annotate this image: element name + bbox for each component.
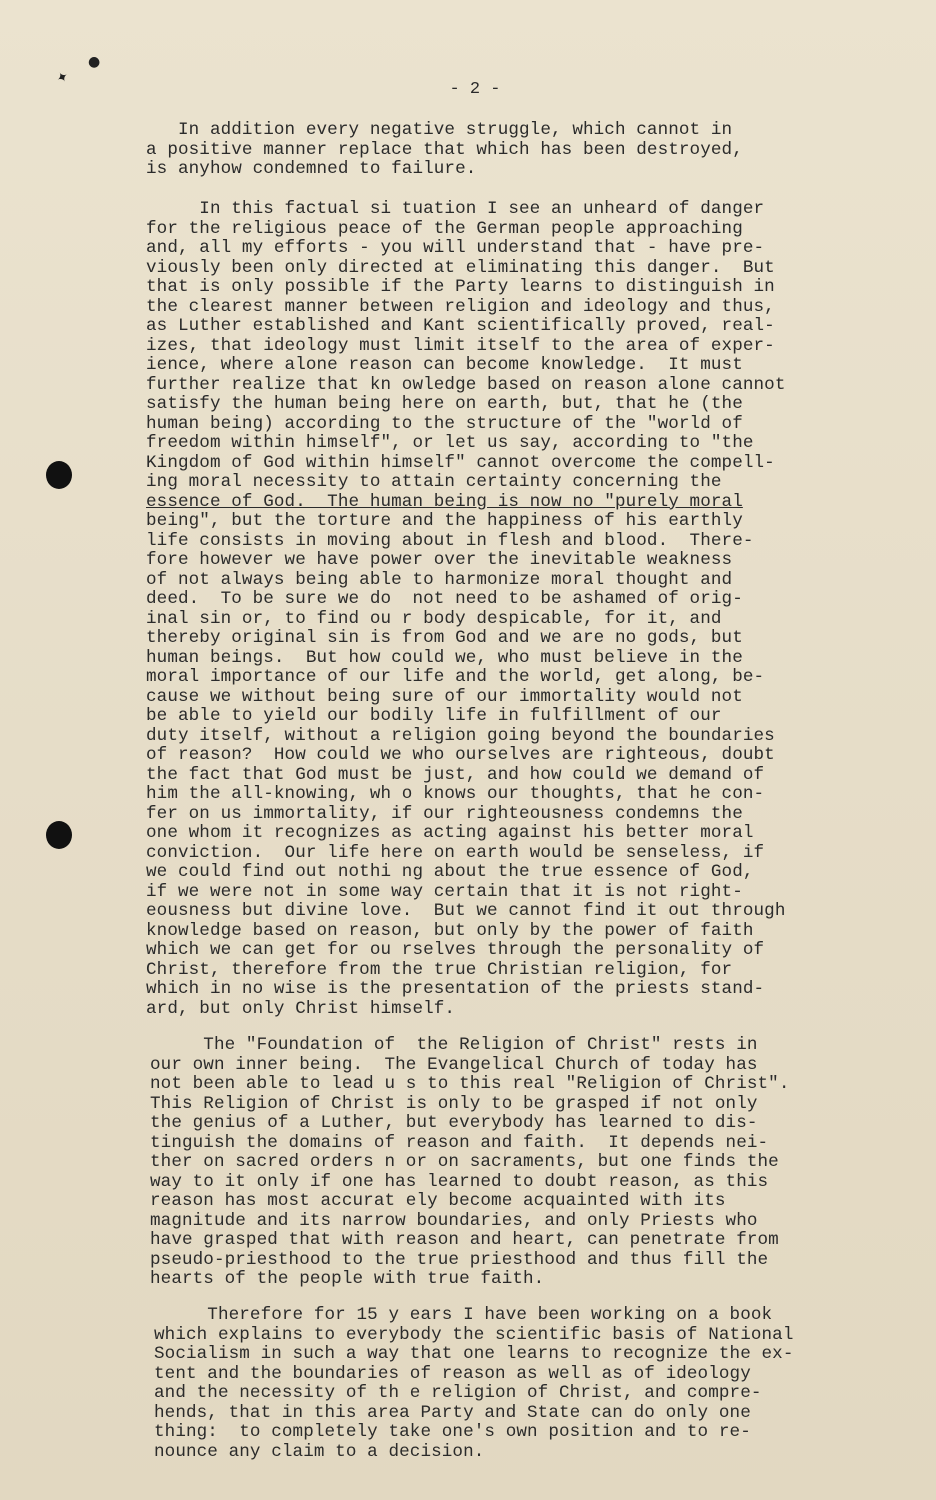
text-line: nounce any claim to a decision. <box>154 1441 485 1462</box>
text-line: In addition every negative struggle, which cannot in <box>146 120 733 140</box>
text-line: Therefore for 15 y ears I have been working on a book <box>154 1305 773 1325</box>
text-line: duty itself, without a religion going beyond the boundaries <box>146 725 775 746</box>
text-line: Christ, therefore from the true Christian religion, for <box>146 959 733 980</box>
text-line: eousness but divine love. But we cannot find it out through <box>146 901 786 921</box>
text-line: which in no wise is the presentation of the priests stand- <box>146 979 765 999</box>
text-line: deed. To be sure we do not need to be ashamed of orig- <box>146 589 743 609</box>
text-line: hends, that in this area Party and State can do only one <box>154 1402 751 1423</box>
text-line: Socialism in such a way that one learns to recognize the ex- <box>154 1344 794 1364</box>
text-line: fer on us immortality, if our righteousness condemns the <box>146 803 743 824</box>
text-line: one whom it recognizes as acting against his better moral <box>146 823 754 843</box>
text-line: and the necessity of th e religion of Christ, and compre- <box>154 1383 762 1403</box>
text-line: izes, that ideology must limit itself to the area of exper- <box>146 335 775 356</box>
text-line: have grasped that with reason and heart, can penetrate from <box>150 1230 779 1250</box>
text-line: the genius of a Luther, but everybody has learned to dis- <box>150 1113 758 1133</box>
text-line: human beings. But how could we, who must believe in the <box>146 647 743 668</box>
ink-mark: ✦ <box>53 68 72 88</box>
text-line: reason has most accurat ely become acquainted with its <box>150 1191 726 1211</box>
text-line: not been able to lead u s to this real "Religion of Christ". <box>150 1074 790 1094</box>
ink-dot: ● <box>88 54 101 70</box>
text-line: ience, where alone reason can become knowledge. It must <box>146 355 743 375</box>
text-line: ther on sacred orders n or on sacraments, but one finds the <box>150 1152 779 1172</box>
text-line: our own inner being. The Evangelical Church of today has <box>150 1054 758 1075</box>
text-line: tent and the boundaries of reason as well as of ideology <box>154 1363 751 1384</box>
text-line: tinguish the domains of reason and faith. It depends nei- <box>150 1132 769 1153</box>
text-line: way to it only if one has learned to doubt reason, as this <box>150 1171 769 1192</box>
text-line: of reason? How could we who ourselves are righteous, doubt <box>146 745 775 765</box>
text-line: that is only possible if the Party learns to distinguish in <box>146 277 775 297</box>
text-line: the clearest manner between religion and ideology and thus, <box>146 296 775 317</box>
text-line: satisfy the human being here on earth, but, that he (the <box>146 394 743 414</box>
paragraph-2 <box>146 200 846 1019</box>
text-line: knowledge based on reason, but only by the power of faith <box>146 920 754 941</box>
text-line-underlined: essence of God. The human being is now no "purely moral <box>146 491 743 512</box>
text-line: This Religion of Christ is only to be grasped if not only <box>150 1093 758 1114</box>
page-number: - 2 - <box>449 80 501 99</box>
punch-hole-lower <box>46 821 72 849</box>
text-line: as Luther established and Kant scientifically proved, real- <box>146 316 775 336</box>
punch-hole-upper <box>46 461 72 489</box>
text-line: him the all-knowing, wh o knows our thoughts, that he con- <box>146 784 765 804</box>
paragraph-4 <box>154 1306 854 1462</box>
text-line: life consists in moving about in flesh and blood. There- <box>146 530 754 551</box>
text-line: ing moral necessity to attain certainty concerning the <box>146 472 722 492</box>
text-line: thereby original sin is from God and we are no gods, but <box>146 628 743 648</box>
text-line: we could find out nothi ng about the true essence of God, <box>146 862 754 882</box>
text-line: Kingdom of God within himself" cannot overcome the compell- <box>146 452 775 473</box>
text-line: of not always being able to harmonize moral thought and <box>146 569 733 590</box>
text-line: viously been only directed at eliminating this danger. But <box>146 257 775 278</box>
text-line: for the religious peace of the German people approaching <box>146 218 743 239</box>
text-line: being", but the torture and the happiness of his earthly <box>146 511 743 531</box>
text-line: hearts of the people with true faith. <box>150 1269 545 1289</box>
text-line: ard, but only Christ himself. <box>146 998 456 1019</box>
text-line: pseudo-priesthood to the true priesthood and thus fill the <box>150 1249 769 1270</box>
text-line: moral importance of our life and the world, get along, be- <box>146 667 765 687</box>
text-line: thing: to completely take one's own position and to re- <box>154 1422 751 1442</box>
text-line: In this factual si tuation I see an unheard of danger <box>146 199 765 219</box>
text-line: a positive manner replace that which has been destroyed, <box>146 139 743 160</box>
text-line: if we were not in some way certain that it is not right- <box>146 881 743 902</box>
text-line: cause we without being sure of our immortality would not <box>146 686 743 707</box>
text-line: fore however we have power over the inevitable weakness <box>146 550 733 570</box>
text-line: conviction. Our life here on earth would be senseless, if <box>146 842 765 863</box>
text-line: which explains to everybody the scientific basis of National <box>154 1324 794 1345</box>
text-line: inal sin or, to find ou r body despicable, for it, and <box>146 608 722 629</box>
text-line: which we can get for ou rselves through the personality of <box>146 940 765 960</box>
text-line: be able to yield our bodily life in fulfillment of our <box>146 706 722 726</box>
text-line: is anyhow condemned to failure. <box>146 159 477 179</box>
paragraph-3 <box>150 1036 850 1290</box>
text-line: freedom within himself", or let us say, according to "the <box>146 433 754 453</box>
text-line: The "Foundation of the Religion of Christ" rests in <box>150 1035 758 1055</box>
text-line: magnitude and its narrow boundaries, and only Priests who <box>150 1210 758 1231</box>
text-line: further realize that kn owledge based on reason alone cannot <box>146 374 786 395</box>
text-line: human being) according to the structure of the "world of <box>146 413 743 434</box>
text-line: the fact that God must be just, and how could we demand of <box>146 764 765 785</box>
text-line: and, all my efforts - you will understand that - have pre- <box>146 238 765 258</box>
paragraph-1 <box>146 121 846 180</box>
